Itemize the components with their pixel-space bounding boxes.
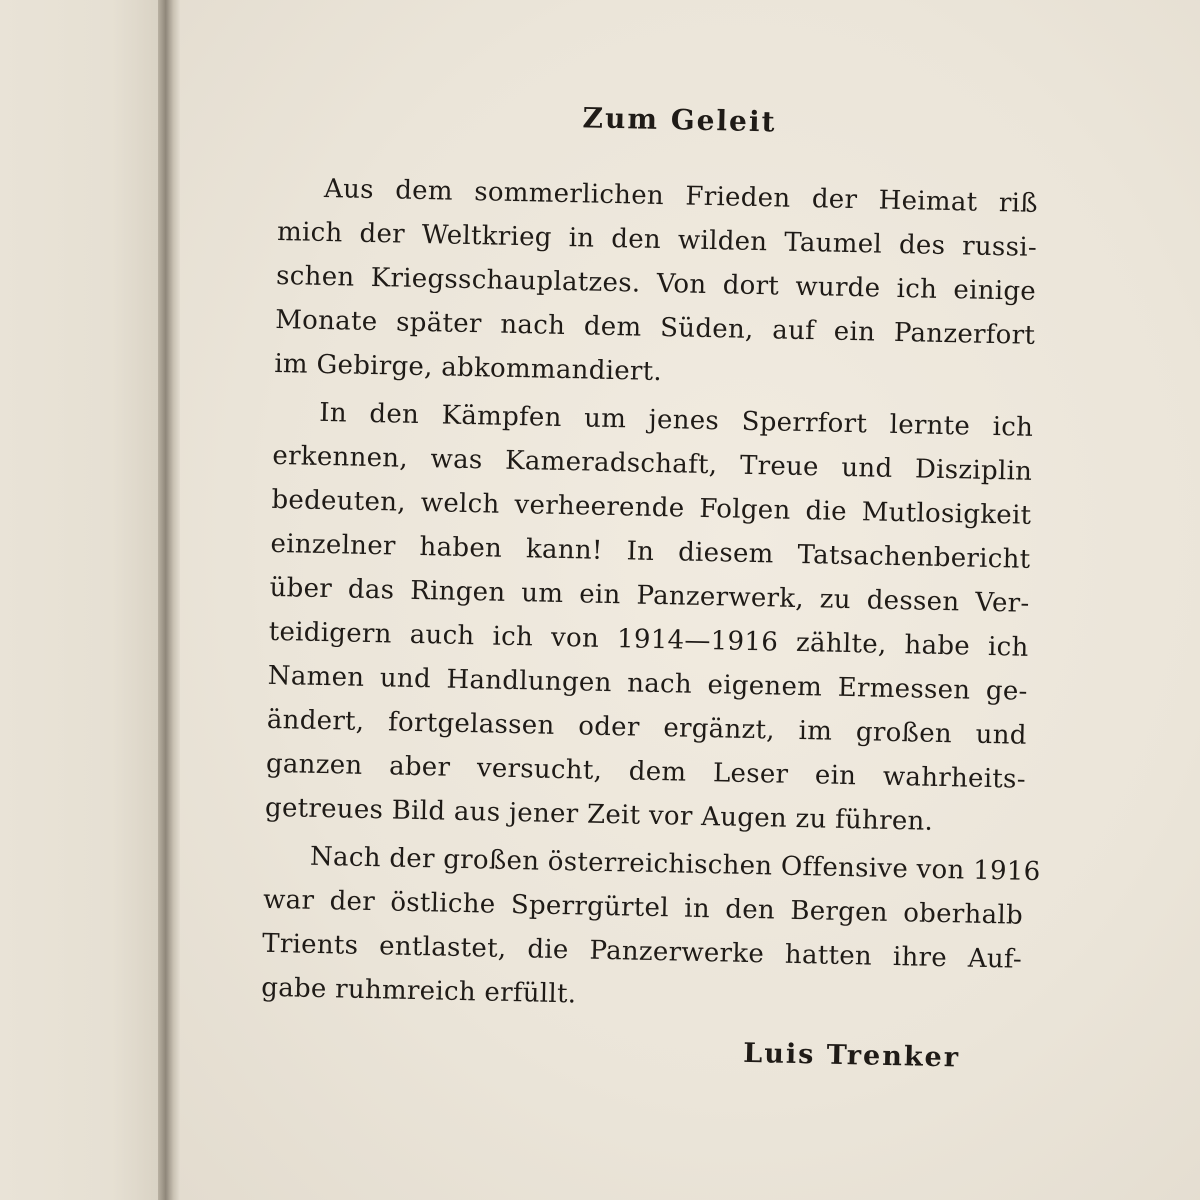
book-gutter	[158, 0, 180, 1200]
text-line: ganzen aber versucht, dem Leser ein wahrheits-	[265, 748, 1027, 795]
text-line: erkennen, was Kameradschaft, Treue und Disziplin	[272, 440, 1033, 487]
text-line: mich der Weltkrieg in den wilden Taumel des russi-	[276, 216, 1038, 263]
text-line: über das Ringen um ein Panzerwerk, zu dessen Ver-	[269, 572, 1030, 619]
text-line: getreues Bild aus jener Zeit vor Augen zu führen.	[264, 792, 934, 837]
text-line: gabe ruhmreich erfüllt.	[260, 972, 577, 1010]
paragraph-2	[265, 390, 1034, 846]
text-line: bedeuten, welch verheerende Folgen die Mutlosigkeit	[271, 484, 1032, 531]
paragraph-3	[260, 834, 1041, 1026]
text-line: Nach der großen österreichischen Offensive von 1916	[309, 841, 1041, 888]
text-line: Aus dem sommerlichen Frieden der Heimat riß	[323, 173, 1039, 219]
left-page-edge	[0, 0, 160, 1200]
text-line: Namen und Handlungen nach eigenem Ermessen ge-	[267, 660, 1028, 707]
page-text-block	[259, 95, 1040, 1131]
paragraph-1	[274, 166, 1038, 402]
page-title: Zum Geleit	[582, 101, 777, 139]
text-line: war der östliche Sperrgürtel in den Bergen oberhalb	[262, 884, 1024, 931]
text-line: Trients entlastet, die Panzerwerke hatten ihre Auf-	[261, 928, 1023, 975]
text-line: In den Kämpfen um jenes Sperrfort lernte ich	[319, 397, 1034, 443]
text-line: im Gebirge, abkommandiert.	[274, 348, 663, 388]
text-line: teidigern auch ich von 1914—1916 zählte, habe ich	[268, 616, 1029, 663]
author-signature: Luis Trenker	[742, 1037, 961, 1074]
text-line: ändert, fortgelassen oder ergänzt, im großen und	[266, 704, 1028, 751]
text-line: Monate später nach dem Süden, auf ein Panzerfort	[274, 304, 1036, 351]
text-line: schen Kriegsschauplatzes. Von dort wurde ich einige	[275, 260, 1037, 307]
text-line: einzelner haben kann! In diesem Tatsachenbericht	[270, 528, 1031, 575]
